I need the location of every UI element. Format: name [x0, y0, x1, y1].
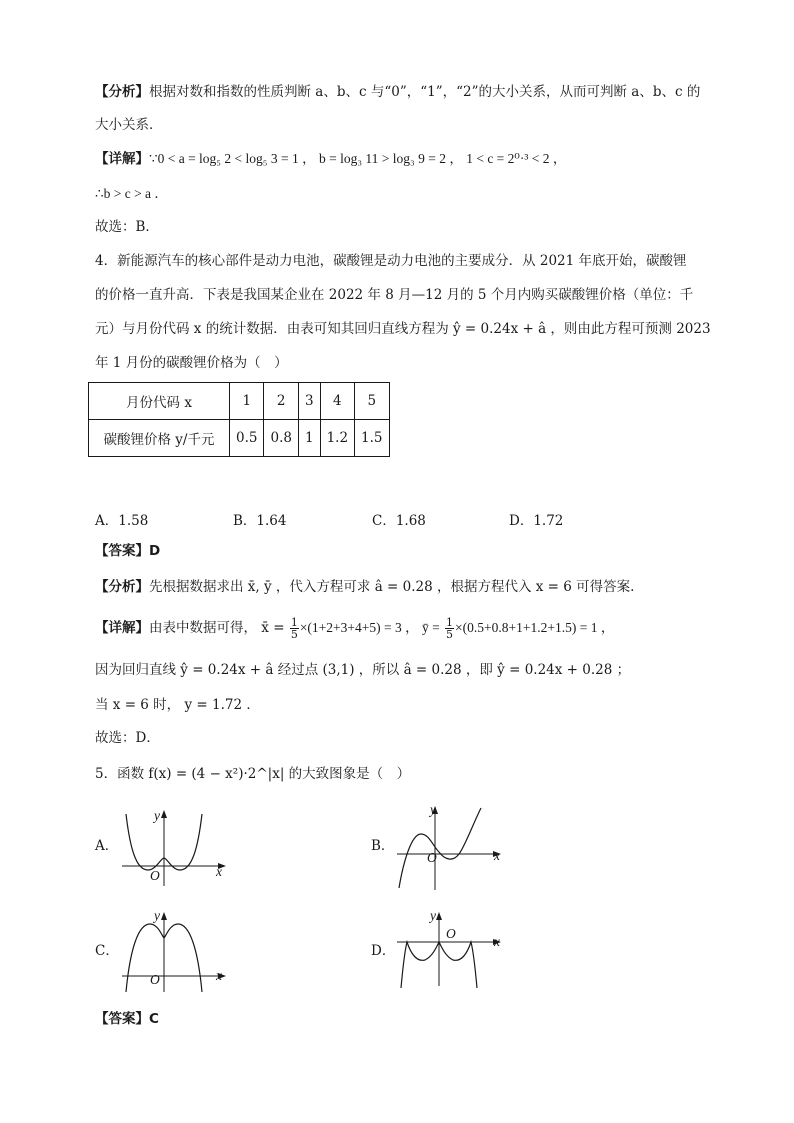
option-d: D．1.72 — [509, 513, 564, 529]
table-cell: 1.2 — [320, 420, 354, 457]
table-row — [89, 420, 390, 457]
graph-a-y-label: y — [154, 808, 160, 823]
fraction — [445, 617, 454, 640]
table-cell: 0.5 — [230, 420, 264, 457]
table-cell: 4 — [320, 383, 354, 420]
detail-tag: 【详解】 — [95, 620, 149, 636]
analysis-line-1 — [95, 82, 700, 102]
graph-c — [118, 910, 230, 994]
analysis-line-2: 大小关系． — [95, 117, 163, 133]
fraction — [290, 617, 299, 640]
table-row — [89, 383, 390, 420]
graph-c-x-label: x — [216, 968, 222, 983]
q4-text-2: 的价格一直升高．下表是我国某企业在 2022 年 8 月—12 月的 5 个月内购买碳酸锂价格（单位：千 — [95, 287, 694, 303]
graph-b-x-label: x — [494, 848, 500, 863]
q4-choice: 故选：D． — [95, 730, 160, 746]
graph-c-origin: O — [150, 972, 160, 987]
q4-analysis-text: 先根据数据求出 x̄, ȳ ，代入方程可求 â = 0.28 ，根据方程代入 x = 6 可得答案. — [149, 579, 635, 595]
q4-detail-text-a: 由表中数据可得， x̄ = — [149, 620, 285, 636]
graph-d-label: D． — [371, 943, 396, 959]
table-row-label: 月份代码 x — [89, 383, 230, 420]
q4-detail-text-c: ×(0.5+0.8+1+1.2+1.5) = 1 ， — [455, 620, 615, 635]
detail-line-1 — [95, 149, 566, 169]
q4-text-3: 元）与月份代码 x 的统计数据．由表可知其回归直线方程为 ŷ = 0.24x + â ，则由此方程可预测 2023 — [95, 321, 711, 337]
graph-a-origin: O — [150, 868, 160, 883]
graph-c-label: C． — [95, 943, 119, 959]
q5-text: 5．函数 f(x) = (4 − x²)·2^|x| 的大致图象是（ ） — [95, 766, 411, 782]
q5-answer: 【答案】C — [95, 1011, 159, 1027]
graph-d-origin: O — [446, 926, 456, 941]
table-cell: 1 — [298, 420, 320, 457]
q4-data-table — [88, 382, 390, 457]
graph-a — [118, 808, 230, 888]
graph-d-x-label: x — [494, 934, 500, 949]
option-b: B．1.64 — [233, 513, 287, 529]
graph-d-y-label: y — [430, 908, 436, 923]
analysis-text-1: 根据对数和指数的性质判断 a、b、c 与“0”，“1”，“2”的大小关系，从而可判断 a、b、c 的 — [149, 84, 701, 100]
graph-b-y-label: y — [430, 802, 436, 817]
option-a: A．1.58 — [95, 513, 149, 529]
table-cell: 3 — [298, 383, 320, 420]
detail-tag: 【详解】 — [95, 151, 149, 167]
q4-detail-2: 因为回归直线 ŷ = 0.24x + â 经过点 (3,1) ，所以 â = 0.28 ，即 ŷ = 0.24x + 0.28 ； — [95, 662, 631, 678]
graph-c-y-label: y — [154, 908, 160, 923]
table-row-label: 碳酸锂价格 y/千元 — [89, 420, 230, 457]
graph-a-x-label: x — [216, 864, 222, 879]
q4-analysis — [95, 577, 634, 597]
q4-text-4: 年 1 月份的碳酸锂价格为（ ） — [95, 355, 288, 371]
analysis-tag: 【分析】 — [95, 579, 149, 595]
detail-text-1: ∵0 < a = log₅ 2 < log₅ 3 = 1 ， b = log₃ 11 > log₃ 9 = 2 ， 1 < c = 2⁰·³ < 2 ， — [149, 151, 567, 166]
q4-text-1: 4．新能源汽车的核心部件是动力电池，碳酸锂是动力电池的主要成分．从 2021 年底开始，碳酸锂 — [95, 253, 687, 269]
q4-answer: 【答案】D — [95, 543, 161, 559]
analysis-tag: 【分析】 — [95, 84, 149, 100]
option-c: C．1.68 — [372, 513, 426, 529]
fraction-denominator: 5 — [290, 628, 298, 641]
graph-b — [393, 804, 505, 894]
table-cell: 2 — [264, 383, 298, 420]
q4-detail-text-b: ×(1+2+3+4+5) = 3 ， ȳ = — [299, 620, 440, 635]
table-cell: 1 — [230, 383, 264, 420]
table-cell: 0.8 — [264, 420, 298, 457]
graph-b-origin: O — [427, 850, 437, 865]
table-cell: 1.5 — [355, 420, 389, 457]
q4-detail-1 — [95, 617, 614, 640]
table-cell: 5 — [355, 383, 389, 420]
fraction-numerator: 1 — [446, 616, 454, 629]
fraction-numerator: 1 — [290, 616, 298, 629]
q4-detail-3: 当 x = 6 时， y = 1.72 ． — [95, 697, 260, 713]
graph-b-label: B． — [371, 838, 395, 854]
graph-a-label: A． — [95, 838, 119, 854]
graph-d — [393, 910, 505, 990]
detail-choice: 故选：B． — [95, 219, 159, 235]
detail-conclusion: ∴b > c > a ． — [95, 186, 168, 201]
fraction-denominator: 5 — [446, 628, 454, 641]
